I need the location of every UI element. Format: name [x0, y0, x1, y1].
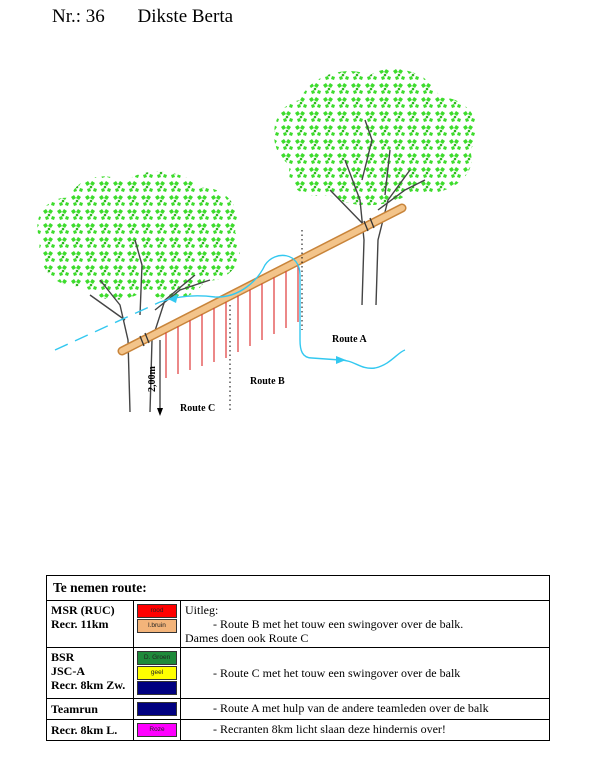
color-chip	[137, 702, 177, 716]
explanation-line: Dames doen ook Route C	[185, 631, 309, 645]
color-chip: rood	[137, 604, 177, 618]
route-groups	[47, 601, 134, 648]
tree-left	[37, 172, 240, 412]
obstacle-number: Nr.: 36	[52, 6, 105, 27]
explanation-line: - Route B met het touw een swingover over de balk.	[213, 617, 464, 631]
group-label: BSR	[51, 650, 75, 664]
route-explanation	[181, 720, 550, 741]
explanation-heading: Uitleg:	[185, 603, 219, 617]
route-row	[47, 648, 550, 699]
route-table-title: Te nemen route:	[47, 576, 550, 601]
route-explanation	[181, 648, 550, 699]
group-label: JSC-A	[51, 664, 86, 678]
color-chip: Roze	[137, 723, 177, 737]
route-table-header	[47, 576, 550, 601]
color-chip: geel	[137, 666, 177, 680]
page-header	[52, 6, 233, 28]
obstacle-illustration	[0, 40, 597, 440]
group-label: Recr. 8km Zw.	[51, 678, 126, 692]
color-chips	[134, 601, 181, 648]
route-row	[47, 699, 550, 720]
route-row	[47, 720, 550, 741]
route-explanation	[181, 699, 550, 720]
color-chips	[134, 648, 181, 699]
group-label: Teamrun	[51, 702, 98, 716]
height-label: 2,00m	[147, 366, 158, 392]
route-a-label: Route A	[332, 334, 367, 345]
color-chip	[137, 681, 177, 695]
route-groups	[47, 720, 134, 741]
route-groups	[47, 699, 134, 720]
route-table	[46, 575, 550, 741]
explanation-line: - Route C met het touw een swingover over de balk	[213, 666, 461, 680]
group-label: MSR (RUC)	[51, 603, 115, 617]
route-row	[47, 601, 550, 648]
explanation-line: - Route A met hulp van de andere teamleden over de balk	[213, 701, 489, 715]
route-c-label: Route C	[180, 403, 216, 414]
route-groups	[47, 648, 134, 699]
color-chips	[134, 720, 181, 741]
tree-right	[274, 69, 477, 305]
color-chip: D. Groen	[137, 651, 177, 665]
route-b-label: Route B	[250, 376, 285, 387]
group-label: Recr. 8km L.	[51, 723, 118, 737]
obstacle-title: Dikste Berta	[137, 6, 234, 27]
route-explanation	[181, 601, 550, 648]
explanation-line: - Recranten 8km licht slaan deze hindernis over!	[213, 722, 446, 736]
height-indicator	[147, 340, 163, 416]
group-label: Recr. 11km	[51, 617, 109, 631]
color-chip: l.bruin	[137, 619, 177, 633]
color-chips	[134, 699, 181, 720]
